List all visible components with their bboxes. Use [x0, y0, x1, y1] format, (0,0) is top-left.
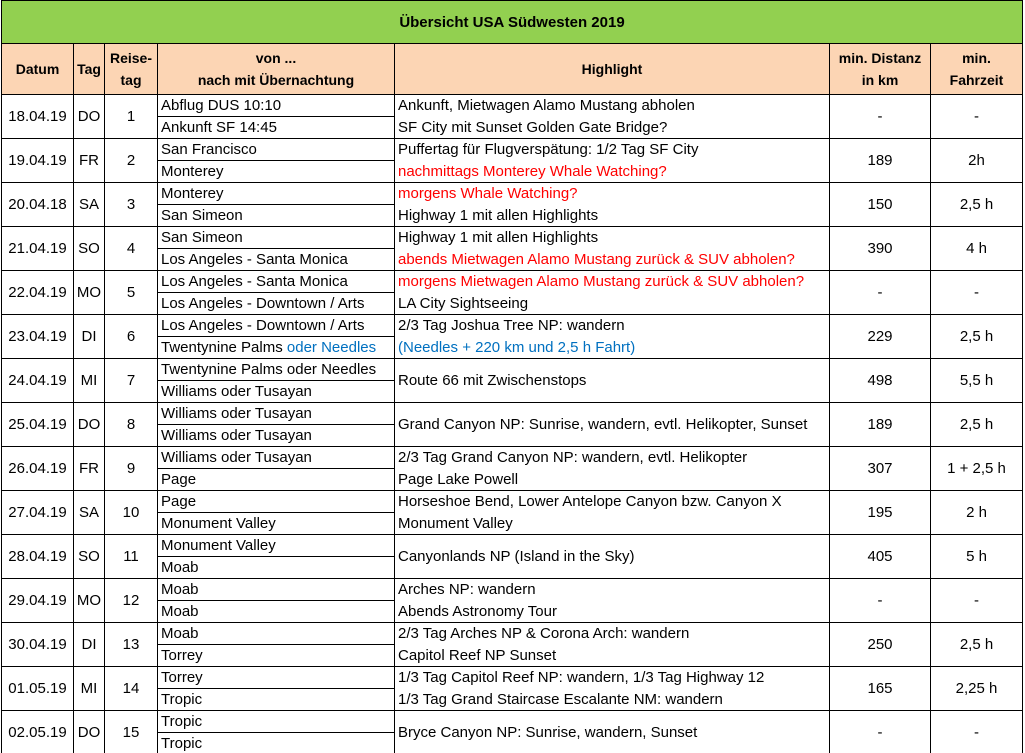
- reisetag-value: 5: [126, 284, 136, 301]
- fahrzeit-value: 4 h: [966, 240, 987, 257]
- header-distanz[interactable]: [830, 44, 931, 95]
- reisetag-cell[interactable]: [105, 447, 158, 490]
- datum-cell[interactable]: [1, 579, 74, 622]
- reisetag-cell[interactable]: [105, 667, 158, 710]
- fahrzeit-cell[interactable]: [931, 139, 1023, 182]
- reisetag-value: 13: [122, 636, 140, 653]
- highlight-line-1: Arches NP: wandern: [398, 581, 536, 598]
- table-row: [1, 95, 1023, 139]
- datum-value: 27.04.19: [8, 504, 67, 521]
- highlight-line-1: Horseshoe Bend, Lower Antelope Canyon bzw. Canyon X: [398, 493, 782, 510]
- table-row: [1, 139, 1023, 183]
- distanz-value: -: [877, 108, 883, 125]
- reisetag-cell[interactable]: [105, 315, 158, 358]
- highlight-text: Bryce Canyon NP: Sunrise, wandern, Sunset: [398, 724, 698, 741]
- highlight-cell[interactable]: [395, 491, 830, 534]
- tag-value: DO: [77, 416, 101, 433]
- header-route-line1: von ...: [255, 50, 297, 66]
- reisetag-value: 3: [126, 196, 136, 213]
- header-datum-label: Datum: [15, 61, 60, 77]
- fahrzeit-cell[interactable]: [931, 271, 1023, 314]
- reisetag-cell[interactable]: [105, 95, 158, 138]
- fahrzeit-value: 5,5 h: [959, 372, 994, 389]
- route-cell[interactable]: [158, 183, 395, 226]
- distanz-value: 189: [867, 152, 893, 169]
- datum-cell[interactable]: [1, 227, 74, 270]
- fahrzeit-cell[interactable]: [931, 623, 1023, 666]
- highlight-cell[interactable]: [395, 623, 830, 666]
- distanz-cell[interactable]: [830, 227, 931, 270]
- route-from: San Francisco: [161, 141, 257, 158]
- tag-value: MO: [76, 284, 102, 301]
- tag-cell[interactable]: [74, 139, 105, 182]
- reisetag-value: 9: [126, 460, 136, 477]
- reisetag-cell[interactable]: [105, 623, 158, 666]
- distanz-value: 498: [867, 372, 893, 389]
- route-to-text: Moab: [161, 603, 199, 620]
- route-from: Monterey: [161, 185, 224, 202]
- datum-cell[interactable]: [1, 183, 74, 226]
- fahrzeit-cell[interactable]: [931, 579, 1023, 622]
- route-from: Moab: [161, 581, 199, 598]
- tag-cell[interactable]: [74, 271, 105, 314]
- highlight-line-1: 2/3 Tag Joshua Tree NP: wandern: [398, 317, 625, 334]
- route-to: [161, 249, 392, 270]
- fahrzeit-cell[interactable]: [931, 667, 1023, 710]
- datum-cell[interactable]: [1, 359, 74, 402]
- route-to: [161, 557, 392, 578]
- route-from: Los Angeles - Downtown / Arts: [161, 317, 365, 334]
- reisetag-value: 7: [126, 372, 136, 389]
- fahrzeit-cell[interactable]: [931, 183, 1023, 226]
- datum-value: 28.04.19: [8, 548, 67, 565]
- distanz-cell[interactable]: [830, 359, 931, 402]
- route-cell[interactable]: [158, 491, 395, 534]
- table-row: [1, 403, 1023, 447]
- reisetag-value: 6: [126, 328, 136, 345]
- datum-value: 23.04.19: [8, 328, 67, 345]
- header-route-line2: nach mit Übernachtung: [197, 72, 355, 88]
- distanz-value: 150: [867, 196, 893, 213]
- highlight-line-1: 2/3 Tag Arches NP & Corona Arch: wandern: [398, 625, 690, 642]
- highlight-cell[interactable]: [395, 271, 830, 314]
- table-row: [1, 535, 1023, 579]
- fahrzeit-cell[interactable]: [931, 711, 1023, 753]
- distanz-cell[interactable]: [830, 579, 931, 622]
- highlight-line-1: morgens Whale Watching?: [398, 185, 578, 202]
- highlight-line-2: Capitol Reef NP Sunset: [398, 647, 557, 664]
- route-to: [161, 689, 392, 710]
- route-from: Torrey: [161, 669, 203, 686]
- header-reisetag[interactable]: [105, 44, 158, 95]
- route-to-text: Monterey: [161, 163, 224, 180]
- highlight-cell[interactable]: [395, 139, 830, 182]
- datum-cell[interactable]: [1, 623, 74, 666]
- datum-value: 30.04.19: [8, 636, 67, 653]
- highlight-line-2: Monument Valley: [398, 515, 513, 532]
- route-to-text: Los Angeles - Santa Monica: [161, 251, 348, 268]
- datum-value: 24.04.19: [8, 372, 67, 389]
- reisetag-cell[interactable]: [105, 491, 158, 534]
- highlight-cell[interactable]: [395, 535, 830, 578]
- highlight-line-1: Highway 1 mit allen Highlights: [398, 229, 599, 246]
- route-to-alternative: oder Needles: [282, 339, 377, 356]
- route-to: [161, 161, 392, 182]
- tag-cell[interactable]: [74, 359, 105, 402]
- distanz-value: 195: [867, 504, 893, 521]
- header-highlight-label: Highlight: [581, 61, 643, 77]
- distanz-value: 229: [867, 328, 893, 345]
- distanz-cell[interactable]: [830, 535, 931, 578]
- route-to-text: Williams oder Tusayan: [161, 383, 312, 400]
- highlight-line-1: 1/3 Tag Capitol Reef NP: wandern, 1/3 Tag Highway 12: [398, 669, 765, 686]
- route-cell[interactable]: [158, 623, 395, 666]
- highlight-line-1: Ankunft, Mietwagen Alamo Mustang abholen: [398, 97, 695, 114]
- highlight-cell[interactable]: [395, 227, 830, 270]
- route-to: [161, 469, 392, 490]
- tag-cell[interactable]: [74, 447, 105, 490]
- table-row: [1, 579, 1023, 623]
- header-fahrzeit-line2: Fahrzeit: [949, 72, 1004, 88]
- distanz-value: -: [877, 592, 883, 609]
- route-cell[interactable]: [158, 447, 395, 490]
- highlight-cell[interactable]: [395, 183, 830, 226]
- tag-cell[interactable]: [74, 183, 105, 226]
- header-highlight[interactable]: [395, 44, 830, 95]
- distanz-value: 307: [867, 460, 893, 477]
- fahrzeit-cell[interactable]: [931, 227, 1023, 270]
- route-cell[interactable]: [158, 315, 395, 358]
- fahrzeit-value: 2 h: [966, 504, 987, 521]
- tag-value: SO: [78, 548, 100, 565]
- tag-value: MI: [80, 680, 98, 697]
- table-row: [1, 227, 1023, 271]
- tag-value: MI: [80, 372, 98, 389]
- fahrzeit-value: 2,5 h: [959, 196, 994, 213]
- route-from: Abflug DUS 10:10: [161, 97, 282, 114]
- fahrzeit-cell[interactable]: [931, 95, 1023, 138]
- datum-value: 02.05.19: [8, 724, 67, 741]
- datum-value: 18.04.19: [8, 108, 67, 125]
- highlight-cell[interactable]: [395, 667, 830, 710]
- fahrzeit-value: 2,5 h: [959, 416, 994, 433]
- datum-cell[interactable]: [1, 711, 74, 753]
- distanz-value: 165: [867, 680, 893, 697]
- route-to: [161, 205, 392, 226]
- highlight-line-1: morgens Mietwagen Alamo Mustang zurück & SUV abholen?: [398, 273, 805, 290]
- route-to: [161, 425, 392, 446]
- route-cell[interactable]: [158, 403, 395, 446]
- reisetag-cell[interactable]: [105, 579, 158, 622]
- fahrzeit-cell[interactable]: [931, 535, 1023, 578]
- distanz-cell[interactable]: [830, 711, 931, 753]
- fahrzeit-value: 5 h: [966, 548, 987, 565]
- reisetag-cell[interactable]: [105, 271, 158, 314]
- header-route[interactable]: [158, 44, 395, 95]
- distanz-cell[interactable]: [830, 95, 931, 138]
- route-to-text: Los Angeles - Downtown / Arts: [161, 295, 365, 312]
- tag-value: MO: [76, 592, 102, 609]
- fahrzeit-cell[interactable]: [931, 315, 1023, 358]
- tag-value: FR: [79, 460, 99, 477]
- reisetag-cell[interactable]: [105, 227, 158, 270]
- route-to: [161, 293, 392, 314]
- route-cell[interactable]: [158, 139, 395, 182]
- datum-value: 21.04.19: [8, 240, 67, 257]
- highlight-line-2: 1/3 Tag Grand Staircase Escalante NM: wandern: [398, 691, 723, 708]
- fahrzeit-value: 2,5 h: [959, 328, 994, 345]
- fahrzeit-value: -: [974, 284, 979, 301]
- highlight-line-1: Puffertag für Flugverspätung: 1/2 Tag SF City: [398, 141, 699, 158]
- reisetag-value: 10: [122, 504, 140, 521]
- route-cell[interactable]: [158, 535, 395, 578]
- route-from: Page: [161, 493, 197, 510]
- route-to-text: Twentynine Palms: [161, 339, 283, 356]
- table-row: [1, 271, 1023, 315]
- distanz-value: 189: [867, 416, 893, 433]
- fahrzeit-cell[interactable]: [931, 403, 1023, 446]
- datum-value: 19.04.19: [8, 152, 67, 169]
- table-row: [1, 315, 1023, 359]
- table-row: [1, 623, 1023, 667]
- table-row: [1, 491, 1023, 535]
- reisetag-cell[interactable]: [105, 359, 158, 402]
- reisetag-value: 4: [126, 240, 136, 257]
- tag-cell[interactable]: [74, 535, 105, 578]
- route-cell[interactable]: [158, 95, 395, 138]
- route-cell[interactable]: [158, 359, 395, 402]
- reisetag-cell[interactable]: [105, 711, 158, 753]
- route-from: Williams oder Tusayan: [161, 449, 312, 466]
- route-from: San Simeon: [161, 229, 243, 246]
- route-to-text: San Simeon: [161, 207, 243, 224]
- highlight-cell[interactable]: [395, 95, 830, 138]
- route-from: Williams oder Tusayan: [161, 405, 312, 422]
- distanz-value: 390: [867, 240, 893, 257]
- highlight-line-2: (Needles + 220 km und 2,5 h Fahrt): [398, 339, 636, 356]
- header-reisetag-line1: Reise-: [109, 50, 153, 66]
- reisetag-cell[interactable]: [105, 139, 158, 182]
- tag-cell[interactable]: [74, 711, 105, 753]
- distanz-value: 250: [867, 636, 893, 653]
- header-datum[interactable]: [1, 44, 74, 95]
- route-cell[interactable]: [158, 271, 395, 314]
- distanz-cell[interactable]: [830, 403, 931, 446]
- tag-value: FR: [79, 152, 99, 169]
- table-row: [1, 447, 1023, 491]
- tag-value: DI: [81, 328, 97, 345]
- datum-value: 25.04.19: [8, 416, 67, 433]
- route-to-text: Moab: [161, 559, 199, 576]
- distanz-cell[interactable]: [830, 491, 931, 534]
- highlight-text: Canyonlands NP (Island in the Sky): [398, 548, 635, 565]
- route-to-text: Williams oder Tusayan: [161, 427, 312, 444]
- distanz-value: 405: [867, 548, 893, 565]
- route-to: [161, 117, 392, 138]
- highlight-text: Route 66 mit Zwischenstops: [398, 372, 587, 389]
- route-from: Los Angeles - Santa Monica: [161, 273, 348, 290]
- highlight-cell[interactable]: [395, 403, 830, 446]
- reisetag-value: 2: [126, 152, 136, 169]
- datum-cell[interactable]: [1, 535, 74, 578]
- route-to-text: Tropic: [161, 735, 203, 752]
- highlight-line-2: SF City mit Sunset Golden Gate Bridge?: [398, 119, 668, 136]
- reisetag-value: 1: [126, 108, 136, 125]
- fahrzeit-value: 2,25 h: [955, 680, 998, 697]
- route-to-text: Monument Valley: [161, 515, 276, 532]
- fahrzeit-cell[interactable]: [931, 491, 1023, 534]
- datum-value: 29.04.19: [8, 592, 67, 609]
- tag-value: SA: [78, 504, 99, 521]
- fahrzeit-cell[interactable]: [931, 447, 1023, 490]
- distanz-cell[interactable]: [830, 139, 931, 182]
- fahrzeit-cell[interactable]: [931, 359, 1023, 402]
- route-to-text: Page: [161, 471, 197, 488]
- tag-value: DI: [81, 636, 97, 653]
- reisetag-value: 11: [123, 548, 139, 565]
- tag-cell[interactable]: [74, 667, 105, 710]
- highlight-cell[interactable]: [395, 359, 830, 402]
- header-row: [1, 44, 1023, 95]
- fahrzeit-value: -: [974, 724, 979, 741]
- fahrzeit-value: 1 + 2,5 h: [947, 460, 1006, 477]
- tag-value: SA: [78, 196, 99, 213]
- sheet-title[interactable]: Übersicht USA Südwesten 2019: [1, 0, 1023, 44]
- reisetag-cell[interactable]: [105, 183, 158, 226]
- route-cell[interactable]: [158, 711, 395, 753]
- datum-value: 22.04.19: [8, 284, 67, 301]
- route-from: Monument Valley: [161, 537, 276, 554]
- highlight-line-2: Page Lake Powell: [398, 471, 519, 488]
- tag-cell[interactable]: [74, 579, 105, 622]
- route-cell[interactable]: [158, 227, 395, 270]
- highlight-line-2: LA City Sightseeing: [398, 295, 529, 312]
- fahrzeit-value: 2,5 h: [959, 636, 994, 653]
- route-to: [161, 513, 392, 534]
- distanz-cell[interactable]: [830, 271, 931, 314]
- highlight-cell[interactable]: [395, 579, 830, 622]
- highlight-text: Grand Canyon NP: Sunrise, wandern, evtl. Helikopter, Sunset: [398, 416, 808, 433]
- datum-cell[interactable]: [1, 315, 74, 358]
- fahrzeit-value: -: [974, 592, 979, 609]
- distanz-cell[interactable]: [830, 667, 931, 710]
- tag-cell[interactable]: [74, 95, 105, 138]
- tag-value: SO: [78, 240, 100, 257]
- datum-cell[interactable]: [1, 491, 74, 534]
- route-from: Tropic: [161, 713, 203, 730]
- route-cell[interactable]: [158, 579, 395, 622]
- distanz-cell[interactable]: [830, 183, 931, 226]
- datum-value: 26.04.19: [8, 460, 67, 477]
- tag-cell[interactable]: [74, 227, 105, 270]
- route-to: [161, 381, 392, 402]
- route-to: [161, 645, 392, 666]
- reisetag-value: 12: [122, 592, 140, 609]
- highlight-line-1: 2/3 Tag Grand Canyon NP: wandern, evtl. Helikopter: [398, 449, 748, 466]
- datum-cell[interactable]: [1, 447, 74, 490]
- header-distanz-line1: min. Distanz: [838, 50, 922, 66]
- reisetag-value: 8: [126, 416, 136, 433]
- highlight-line-2: nachmittags Monterey Whale Watching?: [398, 163, 667, 180]
- datum-value: 01.05.19: [8, 680, 67, 697]
- distanz-value: -: [877, 724, 883, 741]
- distanz-cell[interactable]: [830, 315, 931, 358]
- highlight-cell[interactable]: [395, 447, 830, 490]
- datum-cell[interactable]: [1, 95, 74, 138]
- table-row: [1, 183, 1023, 227]
- tag-cell[interactable]: [74, 623, 105, 666]
- tag-cell[interactable]: [74, 315, 105, 358]
- route-to-text: Tropic: [161, 691, 203, 708]
- fahrzeit-value: -: [974, 108, 979, 125]
- datum-cell[interactable]: [1, 139, 74, 182]
- highlight-line-2: Abends Astronomy Tour: [398, 603, 557, 620]
- reisetag-cell[interactable]: [105, 403, 158, 446]
- datum-cell[interactable]: [1, 271, 74, 314]
- route-to-text: Torrey: [161, 647, 203, 664]
- header-tag-label: Tag: [77, 61, 101, 77]
- highlight-cell[interactable]: [395, 315, 830, 358]
- route-cell[interactable]: [158, 667, 395, 710]
- highlight-line-2: abends Mietwagen Alamo Mustang zurück & SUV abholen?: [398, 251, 795, 268]
- table-row: [1, 667, 1023, 711]
- tag-cell[interactable]: [74, 403, 105, 446]
- distanz-cell[interactable]: [830, 623, 931, 666]
- datum-cell[interactable]: [1, 667, 74, 710]
- header-reisetag-line2: tag: [120, 72, 142, 88]
- route-to: [161, 733, 392, 753]
- distanz-cell[interactable]: [830, 447, 931, 490]
- distanz-value: -: [877, 284, 883, 301]
- header-fahrzeit[interactable]: [931, 44, 1023, 95]
- tag-value: DO: [77, 724, 101, 741]
- route-from: Moab: [161, 625, 199, 642]
- table-row: [1, 359, 1023, 403]
- tag-cell[interactable]: [74, 491, 105, 534]
- datum-value: 20.04.18: [8, 196, 67, 213]
- route-from: Twentynine Palms oder Needles: [161, 361, 377, 378]
- highlight-cell[interactable]: [395, 711, 830, 753]
- header-distanz-line2: in km: [861, 72, 899, 88]
- datum-cell[interactable]: [1, 403, 74, 446]
- route-to: [161, 601, 392, 622]
- reisetag-value: 14: [122, 680, 140, 697]
- header-fahrzeit-line1: min.: [962, 50, 991, 66]
- reisetag-cell[interactable]: [105, 535, 158, 578]
- table-row: [1, 711, 1023, 753]
- reisetag-value: 15: [122, 724, 140, 741]
- route-to-text: Ankunft SF 14:45: [161, 119, 277, 136]
- tag-value: DO: [77, 108, 101, 125]
- route-to: [161, 337, 392, 358]
- highlight-line-2: Highway 1 mit allen Highlights: [398, 207, 599, 224]
- fahrzeit-value: 2h: [968, 152, 985, 169]
- header-tag[interactable]: [74, 44, 105, 95]
